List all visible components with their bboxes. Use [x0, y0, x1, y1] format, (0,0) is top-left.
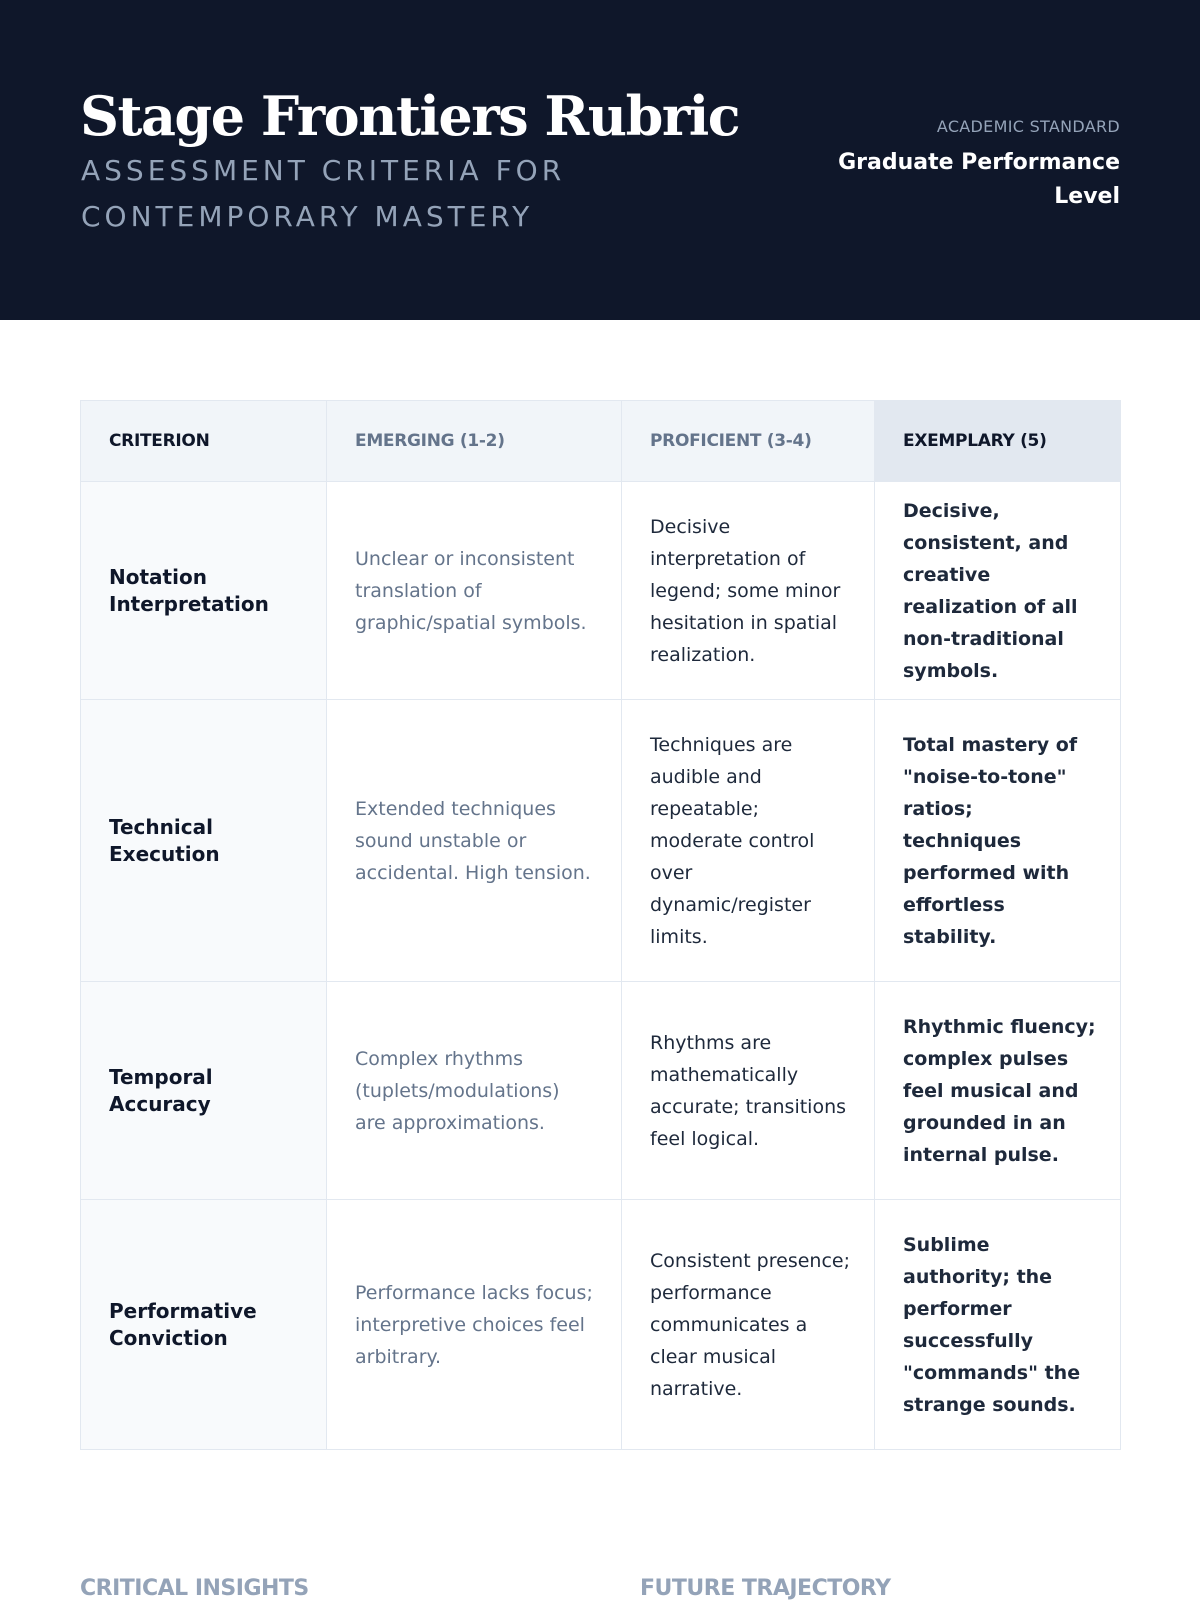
criterion-cell: Technical Execution [81, 700, 327, 982]
proficient-cell: Techniques are audible and repeatable; moderate control over dynamic/register limits. [622, 700, 875, 982]
table-row [81, 1200, 1121, 1450]
table-row [81, 700, 1121, 982]
table-row [81, 982, 1121, 1200]
emerging-cell: Unclear or inconsistent translation of graphic/spatial symbols. [327, 482, 622, 700]
table-header-row [81, 401, 1121, 482]
criterion-cell: Notation Interpretation [81, 482, 327, 700]
column-header-emerging: EMERGING (1-2) [327, 401, 622, 482]
page-subtitle: ASSESSMENT CRITERIA FOR CONTEMPORARY MASTERY [81, 154, 566, 233]
critical-insights-heading: CRITICAL INSIGHTS [80, 1576, 309, 1601]
standard-label: ACADEMIC STANDARD [936, 117, 1120, 136]
academic-standard [820, 117, 1120, 214]
exemplary-cell: Decisive, consistent, and creative realization of all non-traditional symbols. [875, 482, 1121, 700]
column-header-proficient: PROFICIENT (3-4) [622, 401, 875, 482]
exemplary-cell: Sublime authority; the performer successfully "commands" the strange sounds. [875, 1200, 1121, 1450]
column-header-criterion: CRITERION [81, 401, 327, 482]
emerging-cell: Performance lacks focus; interpretive choices feel arbitrary. [327, 1200, 622, 1450]
exemplary-cell: Rhythmic fluency; complex pulses feel musical and grounded in an internal pulse. [875, 982, 1121, 1200]
proficient-cell: Consistent presence; performance communicates a clear musical narrative. [622, 1200, 875, 1450]
emerging-cell: Extended techniques sound unstable or accidental. High tension. [327, 700, 622, 982]
table-row [81, 482, 1121, 700]
standard-value: Graduate Performance Level [838, 150, 1120, 209]
exemplary-cell: Total mastery of "noise-to-tone" ratios; techniques performed with effortless stability. [875, 700, 1121, 982]
proficient-cell: Rhythms are mathematically accurate; transitions feel logical. [622, 982, 875, 1200]
future-trajectory-heading: FUTURE TRAJECTORY [640, 1576, 891, 1601]
criterion-cell: Performative Conviction [81, 1200, 327, 1450]
criterion-cell: Temporal Accuracy [81, 982, 327, 1200]
page-header [0, 0, 1200, 320]
column-header-exemplary: EXEMPLARY (5) [875, 401, 1121, 482]
rubric-table [80, 400, 1121, 1450]
page-title: Stage Frontiers Rubric [80, 84, 740, 148]
emerging-cell: Complex rhythms (tuplets/modulations) are approximations. [327, 982, 622, 1200]
proficient-cell: Decisive interpretation of legend; some minor hesitation in spatial realization. [622, 482, 875, 700]
